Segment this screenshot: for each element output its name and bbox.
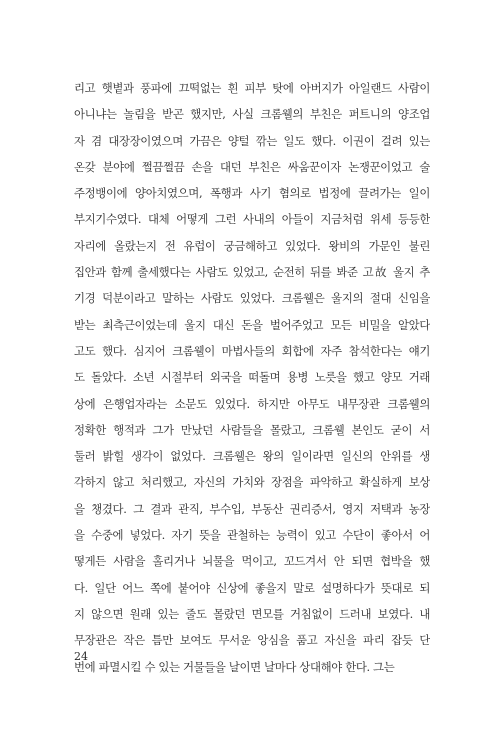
body-line: 집안과 함께 출세했다는 사람도 있었고, 순전히 뒤를 봐준 고故 울지 추	[74, 265, 430, 280]
body-line: 떻게든 사람을 홀리거나 뇌물을 먹이고, 꼬드겨서 안 되면 협박을 했	[74, 554, 430, 569]
body-line: 자 겸 대장장이였으며 가끔은 양털 깎는 일도 했다. 이권이 걸려 있는	[74, 133, 430, 148]
body-line: 정확한 행적과 그가 만났던 사람들을 몰랐고, 크롬웰 본인도 굳이 서	[74, 422, 430, 437]
body-line: 둘러 밝힐 생각이 없었다. 크롬웰은 왕의 일이라면 일신의 안위를 생	[74, 449, 430, 464]
body-line: 아니냐는 놀림을 받곤 했지만, 사실 크롬웰의 부친은 퍼트니의 양조업	[74, 107, 430, 122]
body-text	[74, 75, 430, 680]
body-line: 번에 파멸시킬 수 있는 거물들을 날이면 날마다 상대해야 한다. 그는	[74, 659, 395, 674]
body-line: 온갖 분야에 쩔끔쩔끔 손을 대던 부친은 싸움꾼이자 논쟁꾼이었고 술	[74, 159, 430, 174]
body-line: 자리에 올랐는지 전 유럽이 궁금해하고 있었다. 왕비의 가문인 불린	[74, 238, 430, 253]
body-line: 을 수중에 넣었다. 자기 뜻을 관철하는 능력이 있고 수단이 좋아서 어	[74, 528, 430, 543]
body-line: 다. 일단 어느 쪽에 붙어야 신상에 좋을지 말로 설명하다가 뜻대로 되	[74, 580, 430, 595]
body-line: 고도 했다. 심지어 크롬웰이 마법사들의 회합에 자주 참석한다는 얘기	[74, 343, 430, 358]
body-line: 을 챙겼다. 그 결과 관직, 부수입, 부동산 권리증서, 영지 저택과 농장	[74, 501, 430, 516]
body-line: 상에 은행업자라는 소문도 있었다. 하지만 아무도 내무장관 크롬웰의	[74, 396, 430, 411]
body-line: 부지기수였다. 대체 어떻게 그런 사내의 아들이 지금처럼 위세 등등한	[74, 212, 430, 227]
body-line: 받는 최측근이었는데 울지 대신 돈을 벌어주었고 모든 비밀을 알았다	[74, 317, 430, 332]
body-line: 주정뱅이에 양아치였으며, 폭행과 사기 혐의로 법정에 끌려가는 일이	[74, 186, 430, 201]
body-line: 기경 덕분이라고 말하는 사람도 있었다. 크롬웰은 울지의 절대 신임을	[74, 291, 430, 306]
body-line: 무장관은 작은 틈만 보여도 무서운 앙심을 품고 자신을 파리 잡듯 단	[74, 633, 430, 648]
body-line: 도 돌았다. 소년 시절부터 외국을 떠돌며 용병 노릇을 했고 양모 거래	[74, 370, 430, 385]
body-line: 리고 햇볕과 풍파에 끄떡없는 흰 피부 탓에 아버지가 아일랜드 사람이	[74, 81, 430, 95]
page-number: 24	[74, 650, 88, 663]
body-line: 지 않으면 원래 있는 줄도 몰랐던 면모를 거침없이 드러내 보였다. 내	[74, 606, 430, 621]
body-line: 각하지 않고 처리했고, 자신의 가치와 장점을 파악하고 확실하게 보상	[74, 475, 430, 490]
